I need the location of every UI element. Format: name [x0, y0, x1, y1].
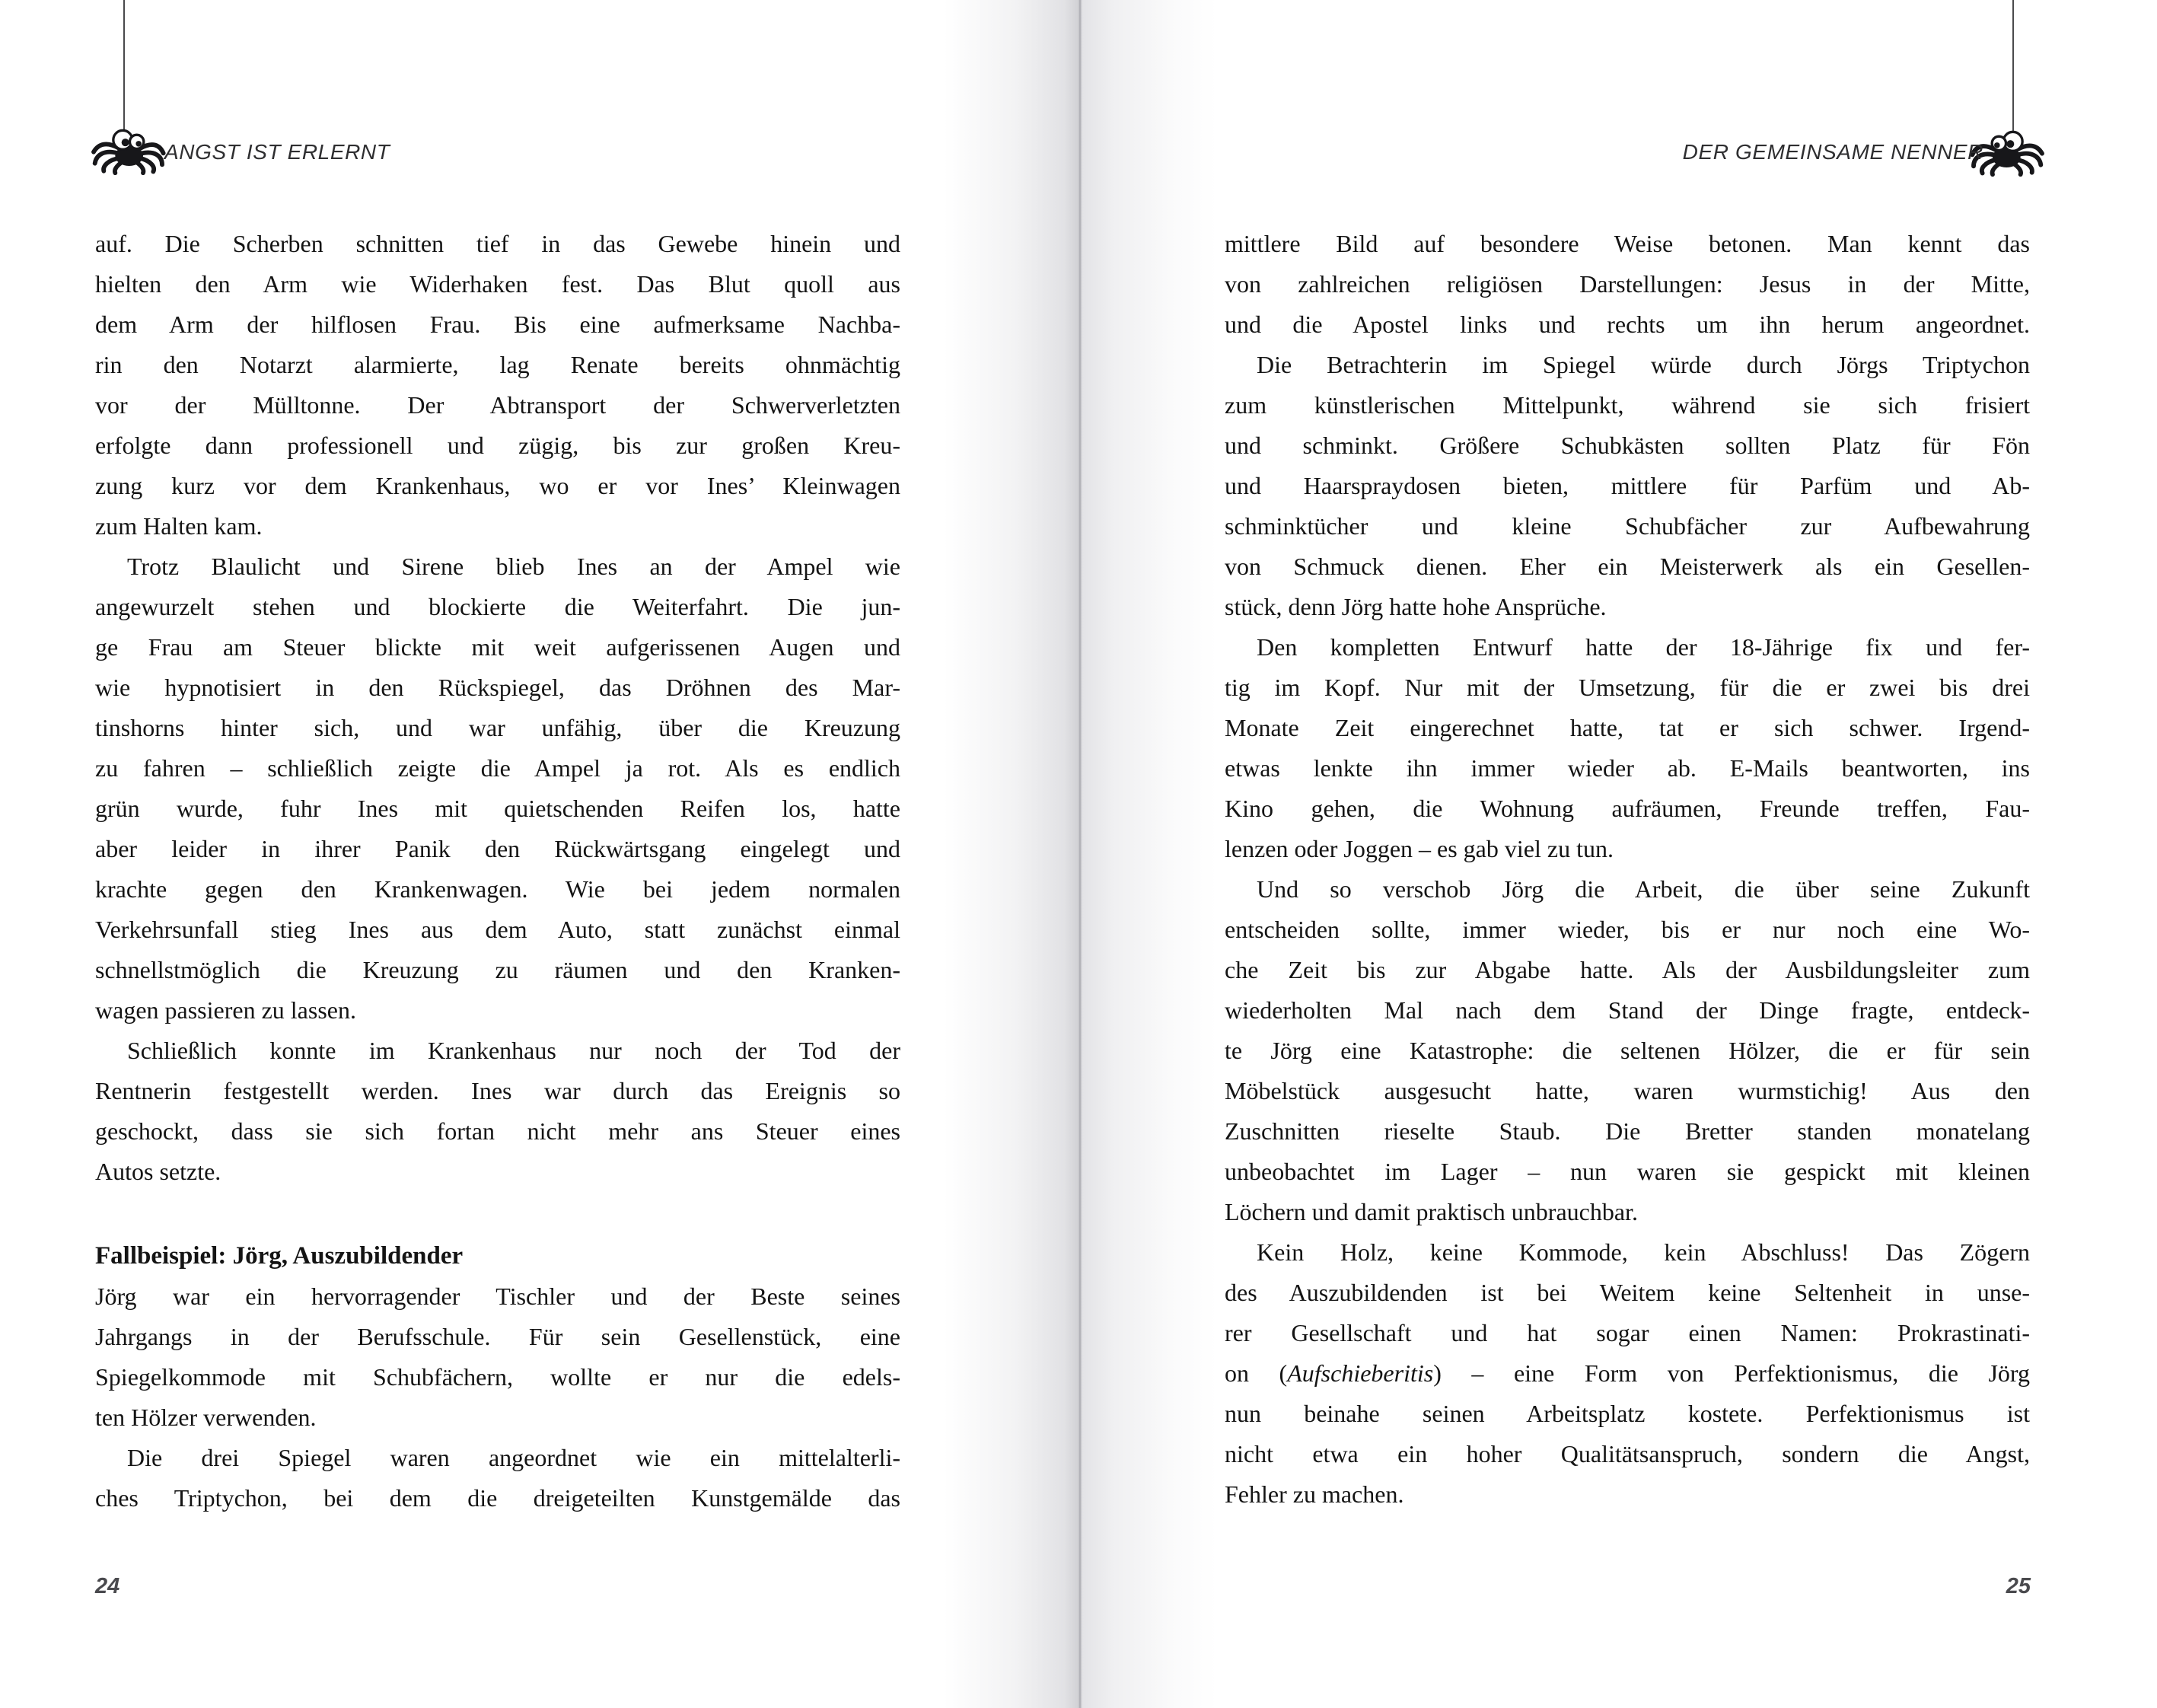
body-line: hielten den Arm wie Widerhaken fest. Das Blut quoll aus [95, 270, 900, 298]
paragraph [1225, 627, 2030, 869]
body-line: Schließlich konnte im Krankenhaus nur noch der Tod der [127, 1037, 900, 1064]
body-line: grün wurde, fuhr Ines mit quietschenden Reifen los, hatte [95, 795, 900, 822]
body-line: zu fahren – schließlich zeigte die Ampel ja rot. Als es endlich [95, 754, 900, 782]
body-line: Und so verschob Jörg die Arbeit, die über seine Zukunft [1257, 875, 2030, 903]
body-line: Spiegelkommode mit Schubfächern, wollte er nur die edels- [95, 1363, 900, 1391]
body-line: zum künstlerischen Mittelpunkt, während sie sich frisiert [1225, 391, 2030, 419]
body-line: nicht etwa ein hoher Qualitätsanspruch, sondern die Angst, [1225, 1440, 2030, 1467]
body-line: Jörg war ein hervorragender Tischler und der Beste seines [95, 1283, 900, 1310]
italic-term: Aufschieberitis [1287, 1359, 1434, 1387]
body-line: Die Betrachterin im Spiegel würde durch Jörgs Triptychon [1257, 351, 2030, 378]
body-line: schminktücher und kleine Schubfächer zur Aufbewahrung [1225, 512, 2030, 540]
body-line: ge Frau am Steuer blickte mit weit aufgerissenen Augen und [95, 633, 900, 661]
body-line: zung kurz vor dem Krankenhaus, wo er vor Ines’ Kleinwagen [95, 472, 900, 499]
paragraph [95, 1438, 900, 1518]
spider-icon [90, 126, 166, 175]
body-line: Jahrgangs in der Berufsschule. Für sein Gesellenstück, eine [95, 1323, 900, 1350]
body-line: vor der Mülltonne. Der Abtransport der Schwerverletzten [95, 391, 900, 419]
body-line: schnellstmöglich die Kreuzung zu räumen und den Kranken- [95, 956, 900, 983]
body-line: und schminkt. Größere Schubkästen sollten Platz für Fön [1225, 432, 2030, 459]
body-line: stück, denn Jörg hatte hohe Ansprüche. [1225, 593, 1607, 620]
body-line: nun beinahe seinen Arbeitsplatz kostete. Perfektionismus ist [1225, 1400, 2030, 1427]
body-line: geschockt, dass sie sich fortan nicht mehr ans Steuer eines [95, 1117, 900, 1145]
body-line [1225, 1353, 2030, 1394]
body-line: tinshorns hinter sich, und war unfähig, über die Kreuzung [95, 714, 900, 741]
body-line: auf. Die Scherben schnitten tief in das Gewebe hinein und [95, 230, 900, 257]
body-line: te Jörg eine Katastrophe: die seltenen Hölzer, die er für sein [1225, 1037, 2030, 1064]
body-line: Die drei Spiegel waren angeordnet wie ein mittelalterli- [127, 1444, 900, 1471]
body-line: Verkehrsunfall stieg Ines aus dem Auto, statt zunächst einmal [95, 916, 900, 943]
body-line: und die Apostel links und rechts um ihn herum angeordnet. [1225, 311, 2030, 338]
body-line: Fehler zu machen. [1225, 1480, 1404, 1508]
section-heading: Fallbeispiel: Jörg, Auszubildender [95, 1242, 464, 1270]
body-line: wagen passieren zu lassen. [95, 996, 356, 1024]
paragraph [1225, 345, 2030, 627]
body-line: wie hypnotisiert in den Rückspiegel, das Dröhnen des Mar- [95, 674, 900, 701]
body-line: von Schmuck dienen. Eher ein Meisterwerk als ein Gesellen- [1225, 553, 2030, 580]
body-text-right [1225, 224, 2030, 1515]
page-number-left: 24 [95, 1574, 120, 1598]
fold-line [1079, 0, 1081, 1708]
body-line: wiederholten Mal nach dem Stand der Dinge fragte, entdeck- [1225, 996, 2030, 1024]
body-line: und Haarspraydosen bieten, mittlere für Parfüm und Ab- [1225, 472, 2030, 499]
body-line: von zahlreichen religiösen Darstellungen: Jesus in der Mitte, [1225, 270, 2030, 298]
body-line: rin den Notarzt alarmierte, lag Renate bereits ohnmächtig [95, 351, 900, 378]
body-line: mittlere Bild auf besondere Weise betonen. Man kennt das [1225, 230, 2030, 257]
body-line: etwas lenkte ihn immer wieder ab. E-Mails beantworten, ins [1225, 754, 2030, 782]
body-line: erfolgte dann professionell und zügig, bis zur großen Kreu- [95, 432, 900, 459]
paragraph [95, 224, 900, 546]
body-line: entscheiden sollte, immer wieder, bis er nur noch eine Wo- [1225, 916, 2030, 943]
paragraph [1225, 224, 2030, 345]
body-line: Kino gehen, die Wohnung aufräumen, Freunde treffen, Fau- [1225, 795, 2030, 822]
body-line: aber leider in ihrer Panik den Rückwärtsgang eingelegt und [95, 835, 900, 862]
text-segment: ) – eine Form von Perfektionismus, die Jörg [1433, 1359, 2031, 1387]
body-line: krachte gegen den Krankenwagen. Wie bei jedem normalen [95, 875, 900, 903]
body-line: Zuschnitten rieselte Staub. Die Bretter standen monatelang [1225, 1117, 2030, 1145]
body-line: Möbelstück ausgesucht hatte, waren wurmstichig! Aus den [1225, 1077, 2030, 1104]
running-header-left: ANGST IST ERLERNT [164, 140, 390, 164]
body-line: Rentnerin festgestellt werden. Ines war durch das Ereignis so [95, 1077, 900, 1104]
paragraph [95, 546, 900, 1031]
body-line: des Auszubildenden ist bei Weitem keine Seltenheit in unse- [1225, 1279, 2030, 1306]
body-line: Trotz Blaulicht und Sirene blieb Ines an der Ampel wie [127, 553, 900, 580]
gutter-shadow [944, 0, 1218, 1708]
body-line: dem Arm der hilflosen Frau. Bis eine aufmerksame Nachba- [95, 311, 900, 338]
body-line: Monate Zeit eingerechnet hatte, tat er sich schwer. Irgend- [1225, 714, 2030, 741]
body-line: Kein Holz, keine Kommode, kein Abschluss! Das Zögern [1257, 1238, 2030, 1266]
body-line: ten Hölzer verwenden. [95, 1404, 317, 1431]
spider-thread [123, 0, 125, 132]
body-line: rer Gesellschaft und hat sogar einen Namen: Prokrastinati- [1225, 1319, 2030, 1346]
body-line: tig im Kopf. Nur mit der Umsetzung, für die er zwei bis drei [1225, 674, 2030, 701]
paragraph [95, 1031, 900, 1192]
paragraph [1225, 869, 2030, 1232]
body-line: lenzen oder Joggen – es gab viel zu tun. [1225, 835, 1614, 862]
body-line: angewurzelt stehen und blockierte die Weiterfahrt. Die jun- [95, 593, 900, 620]
body-line: ches Triptychon, bei dem die dreigeteilten Kunstgemälde das [95, 1484, 900, 1512]
text-segment: on ( [1225, 1359, 1288, 1387]
paragraph [1225, 1232, 2030, 1515]
body-line: Den kompletten Entwurf hatte der 18-Jährige fix und fer- [1257, 633, 2030, 661]
body-line: Löchern und damit praktisch unbrauchbar. [1225, 1198, 1638, 1225]
body-line: Autos setzte. [95, 1158, 221, 1185]
body-line: zum Halten kam. [95, 512, 263, 540]
body-line: unbeobachtet im Lager – nun waren sie gespickt mit kleinen [1225, 1158, 2030, 1185]
page-number-right: 25 [2006, 1574, 2031, 1598]
paragraph [95, 1276, 900, 1438]
body-line: che Zeit bis zur Abgabe hatte. Als der Ausbildungsleiter zum [1225, 956, 2030, 983]
spider-thread [2012, 0, 2014, 135]
body-text-left [95, 224, 900, 1518]
running-header-right: DER GEMEINSAME NENNER [1682, 140, 1983, 164]
